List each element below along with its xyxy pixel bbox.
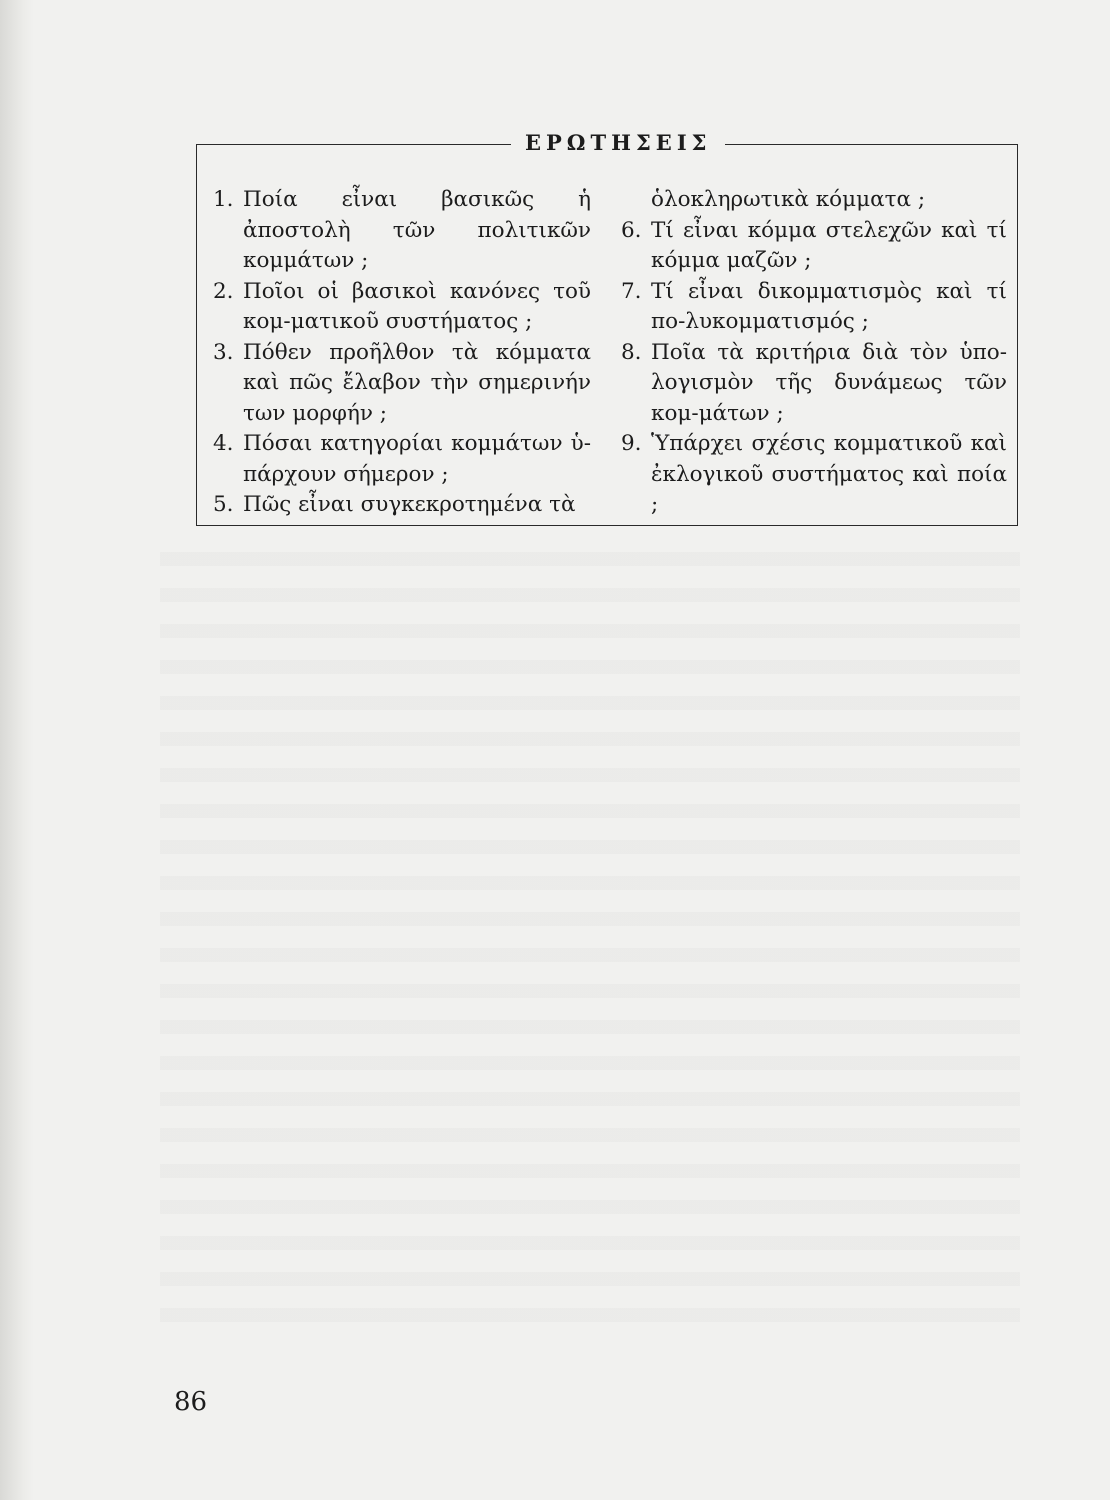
question-item <box>621 338 1007 430</box>
question-item <box>621 429 1007 521</box>
question-number: 5. <box>213 492 234 517</box>
question-item-continued <box>621 185 1007 216</box>
question-text: Ποῖα τὰ κριτήρια διὰ τὸν ὑπο-λογισμὸν τῆς δυνάμεως τῶν κομ-μάτων ; <box>651 339 1007 426</box>
questions-column-left <box>213 185 591 521</box>
question-text: Πῶς εἶναι συγκεκροτημένα τὰ <box>243 492 576 517</box>
question-text: Ποία εἶναι βασικῶς ἡ ἀποστολὴ τῶν πολιτικῶν κομμάτων ; <box>243 187 591 273</box>
question-item <box>213 277 591 338</box>
page-edge-shadow <box>0 0 34 1500</box>
question-text: Ποῖοι οἱ βασικοὶ κανόνες τοῦ κομ-ματικοῦ συστήματος ; <box>243 278 591 334</box>
question-number: 9. <box>621 431 642 456</box>
question-item <box>621 216 1007 277</box>
question-text: Πόσαι κατηγορίαι κομμάτων ὑ-πάρχουν σήμερον ; <box>243 431 591 487</box>
question-number: 8. <box>621 339 642 365</box>
question-item <box>213 490 591 521</box>
question-number: 6. <box>621 217 642 243</box>
question-number: 3. <box>213 339 234 365</box>
question-number: 1. <box>213 187 234 212</box>
question-number: 2. <box>213 278 234 304</box>
question-text: Πόθεν προῆλθον τὰ κόμματα καὶ πῶς ἔλαβον τὴν σημερινήν των μορφήν ; <box>243 339 591 426</box>
question-text: Τί εἶναι δικομματισμὸς καὶ τί πο-λυκομματισμός ; <box>651 278 1007 334</box>
questions-title: ΕΡΩΤΗΣΕΙΣ <box>511 128 725 158</box>
questions-box <box>196 130 1018 526</box>
question-item <box>621 277 1007 338</box>
question-number: 7. <box>621 278 642 304</box>
bleed-through-text <box>160 530 1020 1330</box>
question-item <box>213 185 591 277</box>
questions-column-right <box>621 185 1007 521</box>
question-text: ὁλοκληρωτικὰ κόμματα ; <box>651 187 926 212</box>
question-text: Τί εἶναι κόμμα στελεχῶν καὶ τί κόμμα μαζῶν ; <box>651 217 1007 273</box>
question-item <box>213 338 591 430</box>
page-number: 86 <box>174 1387 208 1417</box>
question-text: Ὑπάρχει σχέσις κομματικοῦ καὶ ἐκλογικοῦ συστήματος καὶ ποία ; <box>651 431 1007 517</box>
question-item <box>213 429 591 490</box>
question-number: 4. <box>213 431 234 456</box>
